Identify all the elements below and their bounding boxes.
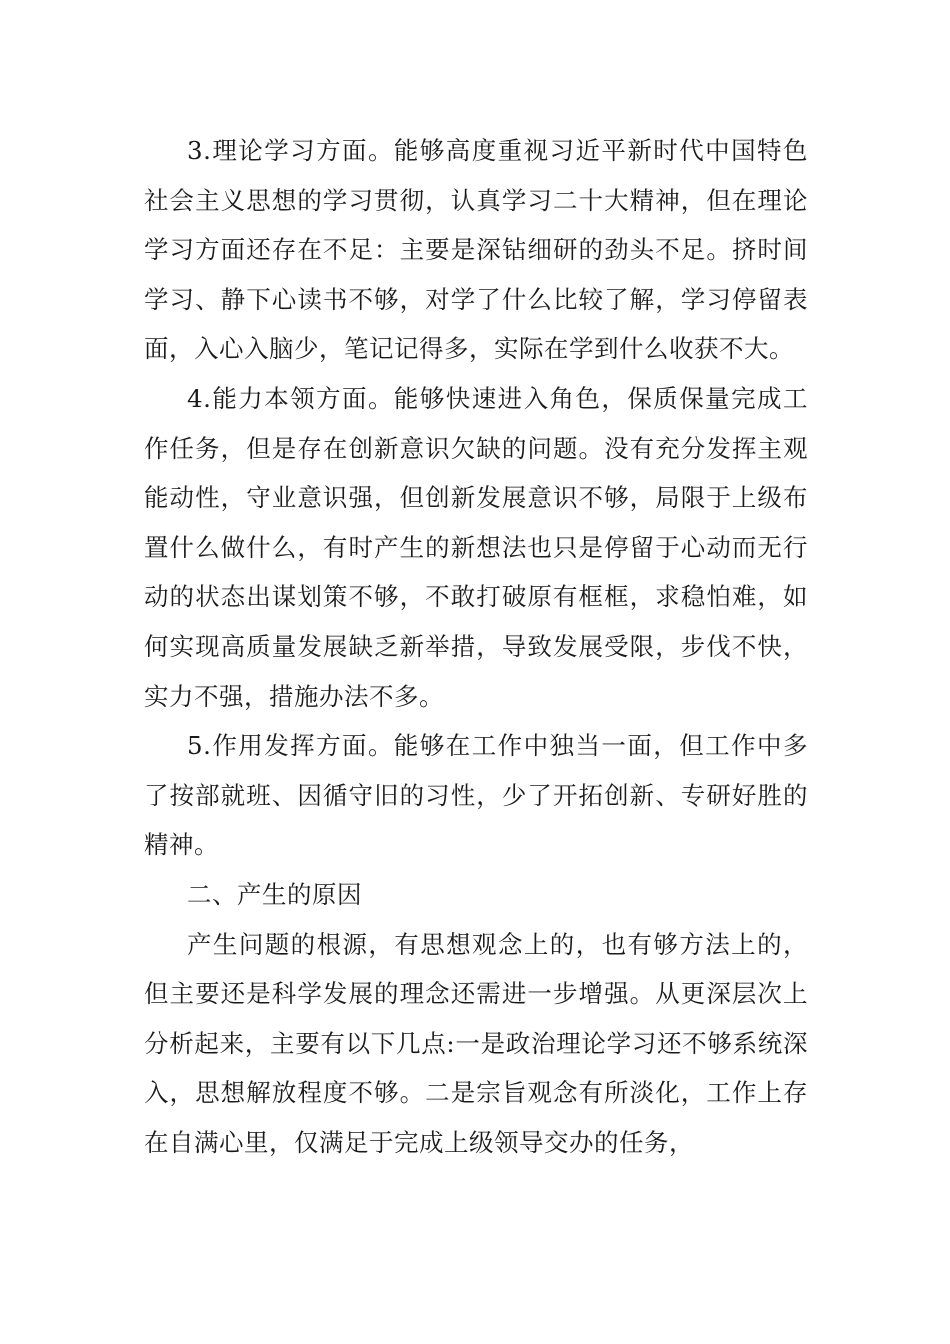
paragraph-causes: 产生问题的根源，有思想观念上的，也有够方法上的，但主要还是科学发展的理念还需进一步增强。从更深层次上分析起来，主要有以下几点:一是政治理论学习还不够系统深入，思想解放程度不够。二是宗旨观念有所淡化，工作上存在自满心里，仅满足于完成上级领导交办的任务，: [144, 929, 808, 1157]
paragraph-role: 5.作用发挥方面。能够在工作中独当一面，但工作中多了按部就班、因循守旧的习性，少了开拓创新、专研好胜的精神。: [144, 731, 808, 860]
paragraph-ability: 4.能力本领方面。能够快速进入角色，保质保量完成工作任务，但是存在创新意识欠缺的问题。没有充分发挥主观能动性，守业意识强，但创新发展意识不够，局限于上级布置什么做什么，有时产生的新想法也只是停留于心动而无行动的状态出谋划策不够，不敢打破原有框框，求稳怕难，如何实现高质量发展缺乏新举措，导致发展受限，步伐不快，实力不强，措施办法不多。: [144, 383, 808, 711]
paragraph-theory-study: 3.理论学习方面。能够高度重视习近平新时代中国特色社会主义思想的学习贯彻，认真学习二十大精神，但在理论学习方面还存在不足：主要是深钻细研的劲头不足。挤时间学习、静下心读书不够，对学了什么比较了解，学习停留表面，入心入脑少，笔记记得多，实际在学到什么收获不大。: [144, 136, 808, 364]
document-body: [144, 126, 808, 1167]
section-heading-causes: 二、产生的原因: [187, 879, 362, 909]
